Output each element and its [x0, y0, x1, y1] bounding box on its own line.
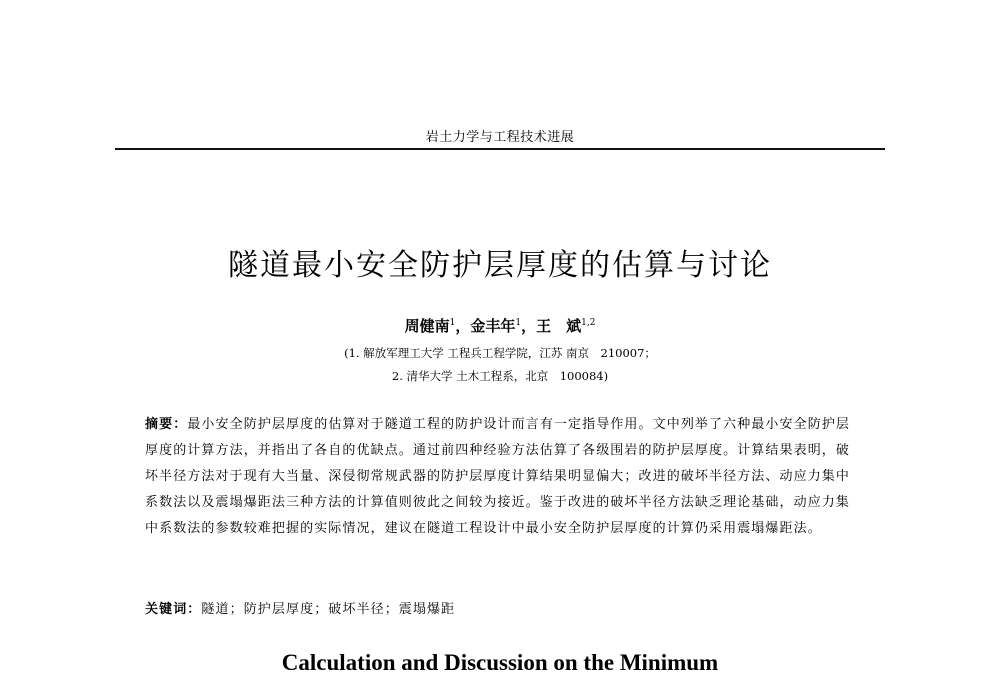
author-name: 周健南 — [404, 317, 450, 335]
header-rule — [115, 148, 885, 150]
author-separator: ， — [455, 317, 471, 335]
keywords-text: 隧道；防护层厚度；破坏半径；震塌爆距 — [201, 602, 456, 617]
author-separator: ， — [521, 317, 537, 335]
keywords — [145, 598, 850, 617]
abstract-label: 摘要： — [145, 417, 188, 432]
author-affiliation-mark: 1 — [449, 318, 456, 328]
running-header: 岩土力学与工程技术进展 — [425, 130, 575, 145]
author-name: 王 斌 — [536, 317, 582, 335]
abstract — [145, 412, 850, 542]
article-title: 隧道最小安全防护层厚度的估算与讨论 — [228, 248, 772, 283]
english-title: Calculation and Discussion on the Minimum — [281, 650, 719, 675]
keywords-label: 关键词： — [145, 602, 202, 617]
author-list — [0, 315, 1000, 336]
author-affiliation-mark: 1 — [515, 318, 522, 328]
abstract-text: 最小安全防护层厚度的估算对于隧道工程的防护设计而言有一定指导作用。文中列举了六种最小安全防护层厚度的计算方法，并指出了各自的优缺点。通过前四种经验方法估算了各级围岩的防护层厚度。计算结果表明，破坏半径方法对于现有大当量、深侵彻常规武器的防护层厚度计算结果明显偏大；改进的破坏半径方法、动应力集中系数法以及震塌爆距法三种方法的计算值则彼此之间较为接近。鉴于改进的破坏半径方法缺乏理论基础，动应力集中系数法的参数较难把握的实际情况，建议在隧道工程设计中最小安全防护层厚度的计算仍采用震塌爆距法。 — [145, 417, 851, 536]
author-name: 金丰年 — [470, 317, 516, 335]
affiliation-1: (1. 解放军理工大学 工程兵工程学院，江苏 南京 210007； — [344, 346, 656, 360]
affiliation-2: 2. 清华大学 土木工程系，北京 100084) — [391, 369, 609, 383]
author-affiliation-mark: 1,2 — [581, 318, 596, 328]
